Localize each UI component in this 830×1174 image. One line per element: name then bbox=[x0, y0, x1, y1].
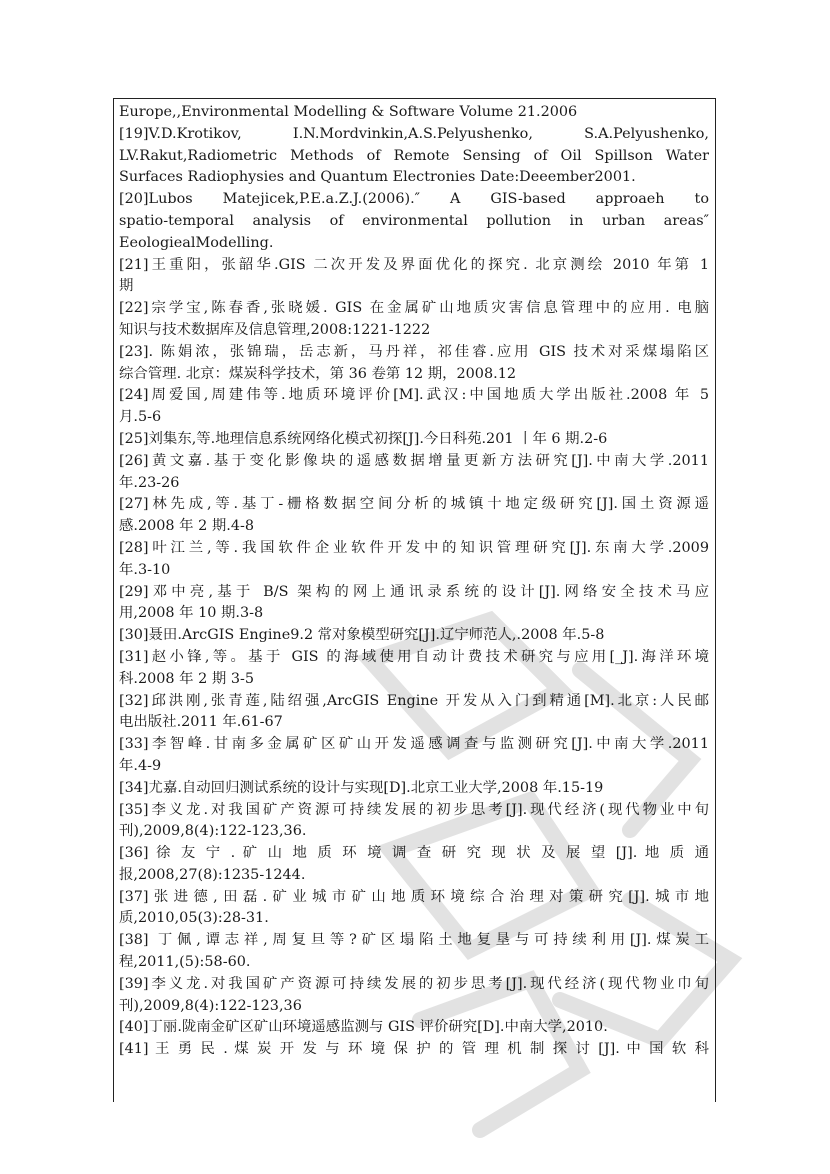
reference-line: [22]宗学宝,陈春香,张晓媛. GIS 在金属矿山地质灾害信息管理中的应用. 电脑 bbox=[119, 300, 709, 317]
reference-line: [29]邓中亮,基于 B/S 架构的网上通讯录系统的设计[J].网络安全技术马应 bbox=[119, 583, 709, 600]
reference-line: 知识与技术数据库及信息管理,2008:1221-1222 bbox=[119, 321, 431, 338]
reference-line: 年.4-9 bbox=[119, 757, 162, 774]
reference-line: Europe,,Environmental Modelling & Software Volume 21.2006 bbox=[119, 104, 578, 120]
reference-line: 用,2008 年 10 期.3-8 bbox=[119, 605, 264, 622]
reference-line: 刊),2009,8(4):122-123,36. bbox=[119, 823, 307, 840]
reference-line: 报,2008,27(8):1235-1244. bbox=[119, 866, 306, 883]
reference-line: [25]刘集东,等.地理信息系统网络化模式初探[J].今日科苑.201 丨年 6 期.2-6 bbox=[119, 430, 608, 447]
reference-line: [37]张进德,田磊.矿业城市矿山地质环境综合治理对策研究[J].城市地 bbox=[119, 888, 709, 905]
reference-line: [40]丁丽.陇南金矿区矿山环境遥感监测与 GIS 评价研究[D].中南大学,2010. bbox=[119, 1019, 608, 1036]
reference-line: 电出版社.2011 年.61-67 bbox=[119, 714, 283, 731]
reference-line: 质,2010,05(3):28-31. bbox=[119, 910, 269, 927]
reference-line: LV.Rakut,Radiometric Methods of Remote Sensing of Oil Spillson Water bbox=[119, 147, 709, 164]
reference-line: [35]李义龙.对我国矿产资源可持续发展的初步思考[J].现代经济(现代物业中旬 bbox=[119, 801, 709, 818]
reference-line: [27]林先成,等.基丁-栅格数据空间分析的城镇十地定级研究[J].国土资源遥 bbox=[119, 496, 709, 513]
reference-line: [28]叶江兰,等.我国软件企业软件开发中的知识管理研究[J].东南大学.2009 bbox=[119, 539, 709, 556]
reference-line: [19]V.D.Krotikov, I.N.Mordvinkin,A.S.Pelyushenko, S.A.Pelyushenko, bbox=[119, 125, 709, 142]
reference-line: [23]. 陈娟浓，张锦瑞，岳志新，马丹祥，祁佳睿.应用 GIS 技术对采煤塌陷区 bbox=[119, 343, 709, 360]
reference-line: [33]李智峰.甘南多金属矿区矿山开发遥感调查与监测研究[J].中南大学.2011 bbox=[119, 736, 709, 753]
reference-line: 程,2011,(5):58-60. bbox=[119, 954, 251, 971]
reference-line: 科.2008 年 2 期 3-5 bbox=[119, 670, 254, 687]
reference-line: 年.23-26 bbox=[119, 474, 180, 491]
reference-line: [32]邱洪刚,张青莲,陆绍强,ArcGIS Engine 开发从入门到精通[M].北京:人民邮 bbox=[119, 692, 709, 709]
reference-line: [21]王重阳，张韶华.GIS 二次开发及界面优化的探究. 北京测绘 2010 年第 1 bbox=[119, 256, 709, 273]
reference-line: 期 bbox=[119, 278, 134, 295]
reference-line: 年.3-10 bbox=[119, 561, 171, 578]
reference-line: [38] 丁佩,谭志祥,周复旦等?矿区塌陷土地复垦与可持续利用[J].煤炭工 bbox=[119, 932, 709, 949]
reference-line: spatio-temporal analysis of environmental pollution in urban areas″ bbox=[119, 212, 709, 229]
reference-line: [41] 王 勇 民 . 煤 炭 开 发 与 环 境 保 护 的 管 理 机 制 探 讨 [J]. 中 国 软 科 bbox=[119, 1041, 709, 1058]
reference-line: [30]聂田.ArcGIS Engine9.2 常对象模型研究[J].辽宁师范人,.2008 年.5-8 bbox=[119, 627, 605, 644]
reference-line: [31]赵小锋,等。基于 GIS 的海域使用自动计费技术研究与应用[_J].海洋环境 bbox=[119, 648, 709, 665]
reference-line: Surfaces Radiophysies and Quantum Electronies Date:Deeember2001. bbox=[119, 169, 636, 186]
reference-line: [26]黄文嘉.基于变化影像块的遥感数据增量更新方法研究[J].中南大学.2011 bbox=[119, 452, 709, 469]
reference-line: [20]Lubos Matejicek,P.E.a.Z.J.(2006).″ A GIS-based approaeh to bbox=[119, 191, 709, 208]
reference-line: 月.5-6 bbox=[119, 409, 162, 426]
reference-line: 刊),2009,8(4):122-123,36 bbox=[119, 997, 302, 1014]
reference-line: [24]周爱国,周建伟等.地质环境评价[M].武汉:中国地质大学出版社.2008 年 5 bbox=[119, 387, 709, 404]
reference-line: [36] 徐 友 宁 . 矿 山 地 质 环 境 调 查 研 究 现 状 及 展 望 [J]. 地 质 通 bbox=[119, 845, 709, 862]
reference-line: [34]尤嘉.自动回归测试系统的设计与实现[D].北京工业大学,2008 年.15-19 bbox=[119, 779, 604, 796]
reference-line: [39]李义龙.对我国矿产资源可持续发展的初步思考[J].现代经济(现代物业巾旬 bbox=[119, 975, 709, 992]
reference-list-frame bbox=[113, 98, 716, 1102]
reference-line: 综合管理. 北京：煤炭科学技术，第 36 卷第 12 期，2008.12 bbox=[119, 365, 517, 382]
reference-line: 感.2008 年 2 期.4-8 bbox=[119, 518, 254, 535]
reference-line: EeologiealModelling. bbox=[119, 234, 274, 251]
